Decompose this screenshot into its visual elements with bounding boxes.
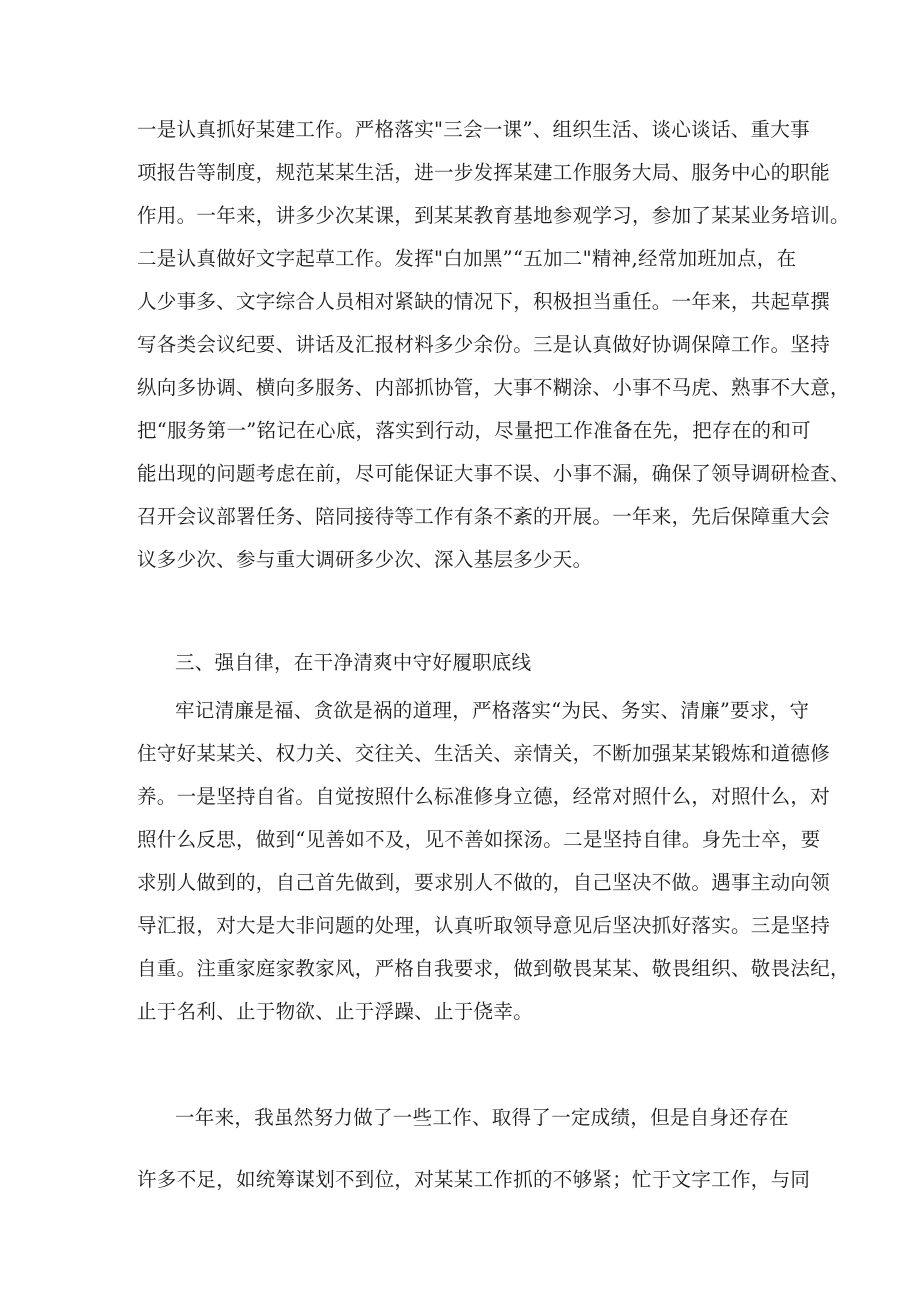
text-line: 二是认真做好文字起草工作。发挥"白加黑”“五加二"精神,经常加班加点，在 — [137, 247, 797, 270]
text-line: 纵向多协调、横向多服务、内部抓协管，大事不糊涂、小事不马虎、熟事不大意， — [137, 376, 850, 399]
text-line: 议多少次、参与重大调研多少次、深入基层多少天。 — [137, 548, 593, 571]
text-line: 一是认真抓好某建工作。严格落实"三会一课”、组织生活、谈心谈话、重大事 — [137, 118, 810, 141]
text-line: 自重。注重家庭家教家风，严格自我要求，做到敬畏某某、敬畏组织、敬畏法纪， — [137, 957, 850, 980]
text-line: 照什么反思，做到“见善如不及，见不善如探汤。二是坚持自律。身先士卒，要 — [137, 828, 821, 851]
text-line: 求别人做到的，自己首先做到，要求别人不做的，自己坚决不做。遇事主动向领 — [137, 871, 831, 894]
text-line: 召开会议部署任务、陪同接待等工作有条不紊的开展。一年来，先后保障重大会 — [137, 505, 831, 528]
text-line: 止于名利、止于物欲、止于浮躁、止于侥幸。 — [137, 1000, 534, 1023]
text-line: 人少事多、文字综合人员相对紧缺的情况下，积极担当重任。一年来，共起草撰 — [137, 290, 831, 313]
text-line: 牢记清廉是福、贪欲是祸的道理，严格落实“为民、务实、清廉”要求，守 — [175, 699, 810, 722]
text-line: 把“服务第一”铭记在心底，落实到行动，尽量把工作准备在先，把存在的和可 — [137, 419, 811, 442]
section-heading-text: 三、强自律，在干净清爽中守好履职底线 — [175, 651, 532, 674]
paragraph-work-summary — [137, 108, 850, 581]
text-line: 许多不足，如统筹谋划不到位，对某某工作抓的不够紧；忙于文字工作，与同 — [137, 1168, 811, 1191]
text-line: 导汇报，对大是大非问题的处理，认真听取领导意见后坚决抓好落实。三是坚持 — [137, 914, 831, 937]
text-line: 项报告等制度，规范某某生活，进一步发挥某建工作服务大局、服务中心的职能 — [137, 161, 831, 184]
section-heading — [137, 641, 787, 684]
text-line: 养。一是坚持自省。自觉按照什么标准修身立德，经常对照什么，对照什么，对 — [137, 785, 831, 808]
text-line: 写各类会议纪要、讲话及汇报材料多少余份。三是认真做好协调保障工作。坚持 — [137, 333, 831, 356]
text-line: 作用。一年来，讲多少次某课，到某某教育基地参观学习，参加了某某业务培训。 — [137, 204, 850, 227]
text-line: 能出现的问题考虑在前，尽可能保证大事不误、小事不漏，确保了领导调研检查、 — [137, 462, 850, 485]
paragraph-self-discipline — [137, 689, 850, 1033]
paragraph-shortcomings — [137, 1087, 811, 1211]
text-line: 一年来，我虽然努力做了一些工作、取得了一定成绩，但是自身还存在 — [175, 1106, 789, 1129]
text-line: 住守好某某关、权力关、交往关、生活关、亲情关，不断加强某某锻炼和道德修 — [137, 742, 831, 765]
